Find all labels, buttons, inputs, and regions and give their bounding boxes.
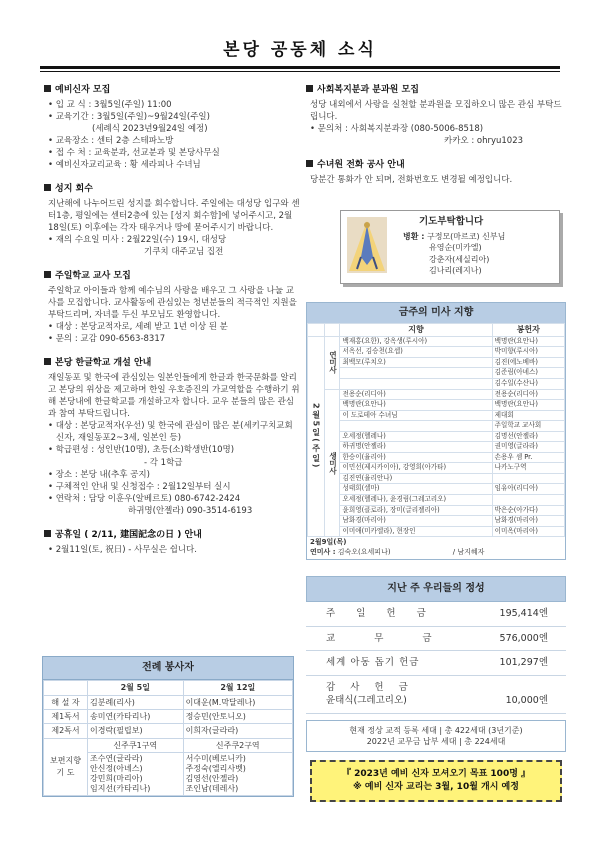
- catechumen-line: • 예비신자교리교육 : 황 세라피나 수녀님: [48, 160, 201, 171]
- offering-section: [306, 576, 566, 752]
- welfare-line: • 문의처 : 사회복지분과장 (080-5006-8518): [310, 123, 484, 134]
- table-cell: 하귀명(안젤라): [340, 442, 492, 453]
- table-cell: 오세정(헬레나): [340, 431, 492, 442]
- table-cell: 해 설 자: [44, 695, 88, 709]
- table-cell: [492, 473, 564, 484]
- table-row: [308, 484, 565, 495]
- table-row: [308, 526, 565, 537]
- table-cell: 주 일 헌 금: [306, 602, 481, 626]
- table-cell: 성태희(셀마): [340, 484, 492, 495]
- sunday-school-section: [44, 270, 302, 345]
- table-cell: 제2독서: [44, 724, 88, 738]
- welfare-title: 사회복지분과 분과원 모집: [317, 85, 419, 95]
- table-row: [308, 516, 565, 527]
- server-name: 김영선(안젤라): [185, 773, 239, 783]
- square-bullet-icon: [306, 85, 313, 92]
- table-cell: 이희자(글라라): [183, 724, 292, 738]
- right-column: [306, 84, 566, 198]
- catechumen-title: 예비신자 모집: [55, 85, 111, 95]
- square-bullet-icon: [44, 271, 51, 278]
- server-name: 임지선(카타리나): [90, 783, 151, 793]
- table-cell: 576,000엔: [481, 626, 566, 650]
- table-cell: [492, 494, 564, 505]
- korean-school-section: [44, 357, 302, 517]
- table-row: [44, 695, 293, 709]
- table-row: [308, 347, 565, 358]
- korean-school-line: • 구체적인 안내 및 신청접수 : 2월12일부터 실시: [48, 481, 231, 492]
- table-row: [308, 494, 565, 505]
- table-cell: 김진(에노베바): [492, 357, 564, 368]
- table-cell: 이대운(M.막달레나): [183, 695, 292, 709]
- relics-paragraph: 지난해에 나누어드린 성지를 회수합니다. 주일에는 대성당 입구와 센터1층, 평일에는 센터2층에 있는 [성지 회수함]에 넣어주시고, 2월18일(토) 이후에는 각자 태우거나 땅에 묻어주시기 바랍니다.: [48, 198, 300, 234]
- mass-foot-label: 연미사 :: [310, 548, 336, 557]
- promo-line: ※ 예비 신자 교리는 3월, 10월 개시 예정: [353, 781, 519, 792]
- table-cell: 백명란(요안나): [492, 336, 564, 347]
- table-cell: 송미연(카타리나): [88, 709, 184, 723]
- title-rule-thin: [40, 71, 560, 72]
- catechumen-section: [44, 84, 302, 171]
- table-cell: 감 사 헌 금: [326, 681, 414, 693]
- server-name: 강민희(마리아): [90, 773, 143, 783]
- mass-date-label: 2월5일(주일): [308, 336, 325, 536]
- catechumen-line: • 접 수 처 : 교육분과, 선교분과 및 본당사무실: [48, 148, 220, 159]
- table-cell: 김명선(안젤라): [492, 431, 564, 442]
- catechumen-line: • 교육기간 : 3월5일(주일)~9월24일(주일): [48, 111, 210, 122]
- square-bullet-icon: [44, 85, 51, 92]
- mass-group-label: 생미사: [324, 389, 340, 537]
- holiday-title: 공휴일 ( 2/11, 建国記念の日 ) 안내: [55, 529, 202, 540]
- table-cell: 최백모(루치오): [340, 357, 492, 368]
- welfare-line: 카카오 : ohryu1023: [444, 135, 524, 146]
- prayer-name: 김나리(레지나): [429, 266, 482, 276]
- table-cell: 김진연(율리안나): [340, 473, 492, 484]
- prayer-request-box: [340, 210, 560, 284]
- sunday-school-line: • 대상 : 본당교적자로, 세례 받고 1년 이상 된 분: [48, 322, 228, 333]
- mass-group-label: 연미사: [324, 336, 340, 389]
- table-row: [308, 473, 565, 484]
- offering-note: 현재 정상 교적 등록 세대 | 총 422세대 (3년기준): [349, 725, 523, 735]
- table-cell: 윤태식(그레고리오): [326, 695, 407, 707]
- offering-note: 2022년 교무금 납부 세대 | 총 224세대: [366, 736, 506, 746]
- table-row: [306, 602, 566, 626]
- table-cell: 이미애(미카엘라), 현장인: [340, 526, 492, 537]
- table-row: [308, 336, 565, 347]
- table-row: [308, 389, 565, 400]
- server-name: 서수미(베로니카): [185, 753, 246, 763]
- server-name: 조수연(글라라): [90, 753, 143, 763]
- table-cell: [88, 752, 184, 795]
- servers-table: [42, 656, 294, 797]
- relics-title: 성지 회수: [55, 184, 93, 195]
- table-cell: 이경락(필립보): [88, 724, 184, 738]
- table-header: [44, 681, 88, 695]
- table-cell: 정승민(안토니오): [183, 709, 292, 723]
- promo-banner: [310, 760, 562, 802]
- table-header: 2월 12일: [183, 681, 292, 695]
- server-name: 주정숙(엘리사벳): [185, 763, 246, 773]
- server-name: 안신정(아녜스): [90, 763, 143, 773]
- table-cell: 임유아(리디아): [492, 484, 564, 495]
- table-cell: 남화경(마리아): [340, 516, 492, 527]
- holiday-section: [44, 529, 302, 556]
- table-cell: 나카노구역: [492, 463, 564, 474]
- table-cell: 박은순(아가다): [492, 505, 564, 516]
- table-row: [308, 400, 565, 411]
- server-name: 조인남(데레사): [185, 783, 239, 793]
- table-row: [306, 675, 566, 713]
- table-cell: 권미영(글라라): [492, 442, 564, 453]
- table-cell: 10,000엔: [481, 675, 566, 713]
- table-row: [308, 324, 565, 337]
- table-cell: 신주쿠1구역: [88, 738, 184, 752]
- korean-school-line: • 연락처 : 담당 이훈우(알베르토) 080-6742-2424: [48, 493, 241, 504]
- table-cell: 백명란(요안나): [340, 400, 492, 411]
- mass-foot-name: 김숙오(요세피나): [337, 548, 391, 557]
- table-header: 봉헌자: [492, 324, 564, 337]
- table-cell: 제대회: [492, 410, 564, 421]
- korean-school-paragraph: 재일동포 및 한국에 관심있는 일본인들에게 한글과 한국문화를 알리고 본당의 위상을 제고하며 한일 우호증진의 가교역할을 수행하기 위해 본당내에 한글학교를 개설하고자 합니다. 교우 분들의 많은 관심과 참여 부탁드립니다.: [48, 373, 300, 420]
- table-cell: 손용우 셈 Pr.: [492, 452, 564, 463]
- square-bullet-icon: [306, 160, 313, 167]
- table-cell: 교 무 금: [306, 626, 481, 650]
- table-row: [306, 651, 566, 675]
- table-cell: 윤희영(클로라), 장미(글리젤리아): [340, 505, 492, 516]
- prayer-title: 기도부탁합니다: [419, 216, 484, 227]
- relics-line: 기쿠치 대주교님 집전: [144, 247, 224, 258]
- table-cell: 백명란(요안나): [492, 400, 564, 411]
- korean-school-line: • 장소 : 본당 내(추후 공지): [48, 469, 150, 480]
- table-cell: 주일학교 교사회: [492, 421, 564, 432]
- table-cell: 오세정(헬레나), 윤경림(그레고리오): [340, 494, 492, 505]
- relics-section: [44, 183, 302, 258]
- square-bullet-icon: [44, 530, 51, 537]
- table-row: [308, 442, 565, 453]
- table-cell: [340, 421, 492, 432]
- promo-line: 『 2023년 예비 신자 모셔오기 목표 100명 』: [341, 769, 531, 779]
- table-cell: 김분례(리사): [88, 695, 184, 709]
- table-row: [308, 431, 565, 442]
- page-title: 본당 공동체 소식: [223, 40, 377, 60]
- table-row: [308, 368, 565, 379]
- table-cell: 남화경(마리아): [492, 516, 564, 527]
- phone-title: 수녀원 전화 공사 안내: [317, 160, 405, 171]
- korean-school-line: 하귀명(안젤라) 090-3514-6193: [128, 505, 253, 516]
- korean-school-line: • 학급편성 : 성인반(10명), 초등(소)학생반(10명): [48, 445, 235, 456]
- phone-paragraph: 당분간 통화가 안 되며, 전화번호도 변경될 예정입니다.: [310, 174, 513, 185]
- table-row: [308, 505, 565, 516]
- table-row: [44, 709, 293, 723]
- welfare-section: [306, 84, 566, 147]
- table-cell: 전용순(리디아): [492, 389, 564, 400]
- table-cell: 김수일(수산나): [492, 378, 564, 389]
- servers-title: 전례 봉사자: [43, 657, 293, 680]
- mass-foot-donor: / 남지혜자: [452, 548, 485, 557]
- table-cell: 이미옥(마리아): [492, 526, 564, 537]
- prayer-name: 구정모(마르코) 신부님: [427, 232, 506, 241]
- table-row: [308, 378, 565, 389]
- sunday-school-title: 주일학교 교사 모집: [55, 271, 131, 282]
- square-bullet-icon: [44, 184, 51, 191]
- table-cell: 제1독서: [44, 709, 88, 723]
- table-cell: 한승이(율리아): [340, 452, 492, 463]
- praying-hands-icon: [347, 217, 387, 273]
- table-row: [44, 681, 293, 695]
- table-cell: 이 도로테아 수녀님: [340, 410, 492, 421]
- phone-section: [306, 159, 566, 186]
- korean-school-line: - 각 1학급: [144, 457, 183, 468]
- table-cell: 195,414엔: [481, 602, 566, 626]
- table-cell: 신주쿠2구역: [183, 738, 292, 752]
- table-cell: 이민선(제시카이아), 강영희(아가타): [340, 463, 492, 474]
- table-row: [308, 357, 565, 368]
- sunday-school-line: • 문의 : 교감 090-6563-8317: [48, 334, 166, 345]
- table-cell: 전용순(리디아): [340, 389, 492, 400]
- korean-school-title: 본당 한글학교 개설 안내: [55, 358, 152, 369]
- catechumen-line: • 교육장소 : 센터 2층 스테파노방: [48, 135, 174, 146]
- welfare-paragraph: 성당 내외에서 사랑을 실천할 분과원을 모집하오니 많은 관심 부탁드립니다.: [310, 99, 562, 122]
- title-rule: [40, 66, 560, 69]
- mass-foot-date: 2월9일(목): [310, 538, 347, 547]
- prayer-name: 강춘자(세실리아): [429, 254, 490, 264]
- table-cell: 101,297엔: [481, 651, 566, 675]
- mass-intentions: [306, 302, 566, 560]
- table-cell: 박미향(루시아): [492, 347, 564, 358]
- table-row: [44, 724, 293, 738]
- table-header: 지향: [340, 324, 492, 337]
- table-cell: 세계 아동 돕기 헌금: [306, 651, 481, 675]
- catechumen-line: • 입 교 식 : 3월5일(주일) 11:00: [48, 99, 172, 110]
- mass-title: 금주의 미사 지향: [307, 303, 565, 323]
- table-row: [306, 626, 566, 650]
- table-cell: 백재홍(요한), 강옥생(루시아): [340, 336, 492, 347]
- table-row: [308, 421, 565, 432]
- relics-line: • 재의 수요일 미사 : 2월22일(수) 19시, 대성당: [48, 235, 227, 246]
- prayer-label: 병환 :: [403, 232, 425, 241]
- table-row: [44, 738, 293, 752]
- sunday-school-paragraph: 주일학교 아이들과 함께 예수님의 사랑을 배우고 그 사랑을 나눌 교사를 모집합니다. 교사활동에 관심있는 청년분들의 적극적인 지원을 부탁드리며, 자녀를 두신 부모님도 환영합니다.: [48, 285, 297, 321]
- korean-school-line: • 대상 : 본당교적자(우선) 및 한국에 관심이 많은 분(세키구치교회 신자, 재일동포2~3세, 일본인 등): [48, 421, 293, 444]
- table-cell: [183, 752, 292, 795]
- prayer-name: 유영순(미카엘): [429, 243, 482, 253]
- table-row: [308, 463, 565, 474]
- offering-title: 지난 주 우리들의 정성: [306, 576, 566, 602]
- left-column: [44, 84, 302, 568]
- holiday-line: • 2월11일(토, 祝日) - 사무실은 쉽니다.: [48, 544, 197, 555]
- table-row: [308, 410, 565, 421]
- table-header: 2월 5일: [88, 681, 184, 695]
- table-cell: [340, 368, 492, 379]
- table-cell: 김준림(아녜스): [492, 368, 564, 379]
- table-cell: [340, 378, 492, 389]
- table-cell: 보편지향 기 도: [44, 738, 88, 795]
- table-cell: 서옥선, 김승천(요셉): [340, 347, 492, 358]
- square-bullet-icon: [44, 358, 51, 365]
- catechumen-line: (세례식 2023년9월24일 예정): [92, 123, 208, 134]
- table-row: [308, 452, 565, 463]
